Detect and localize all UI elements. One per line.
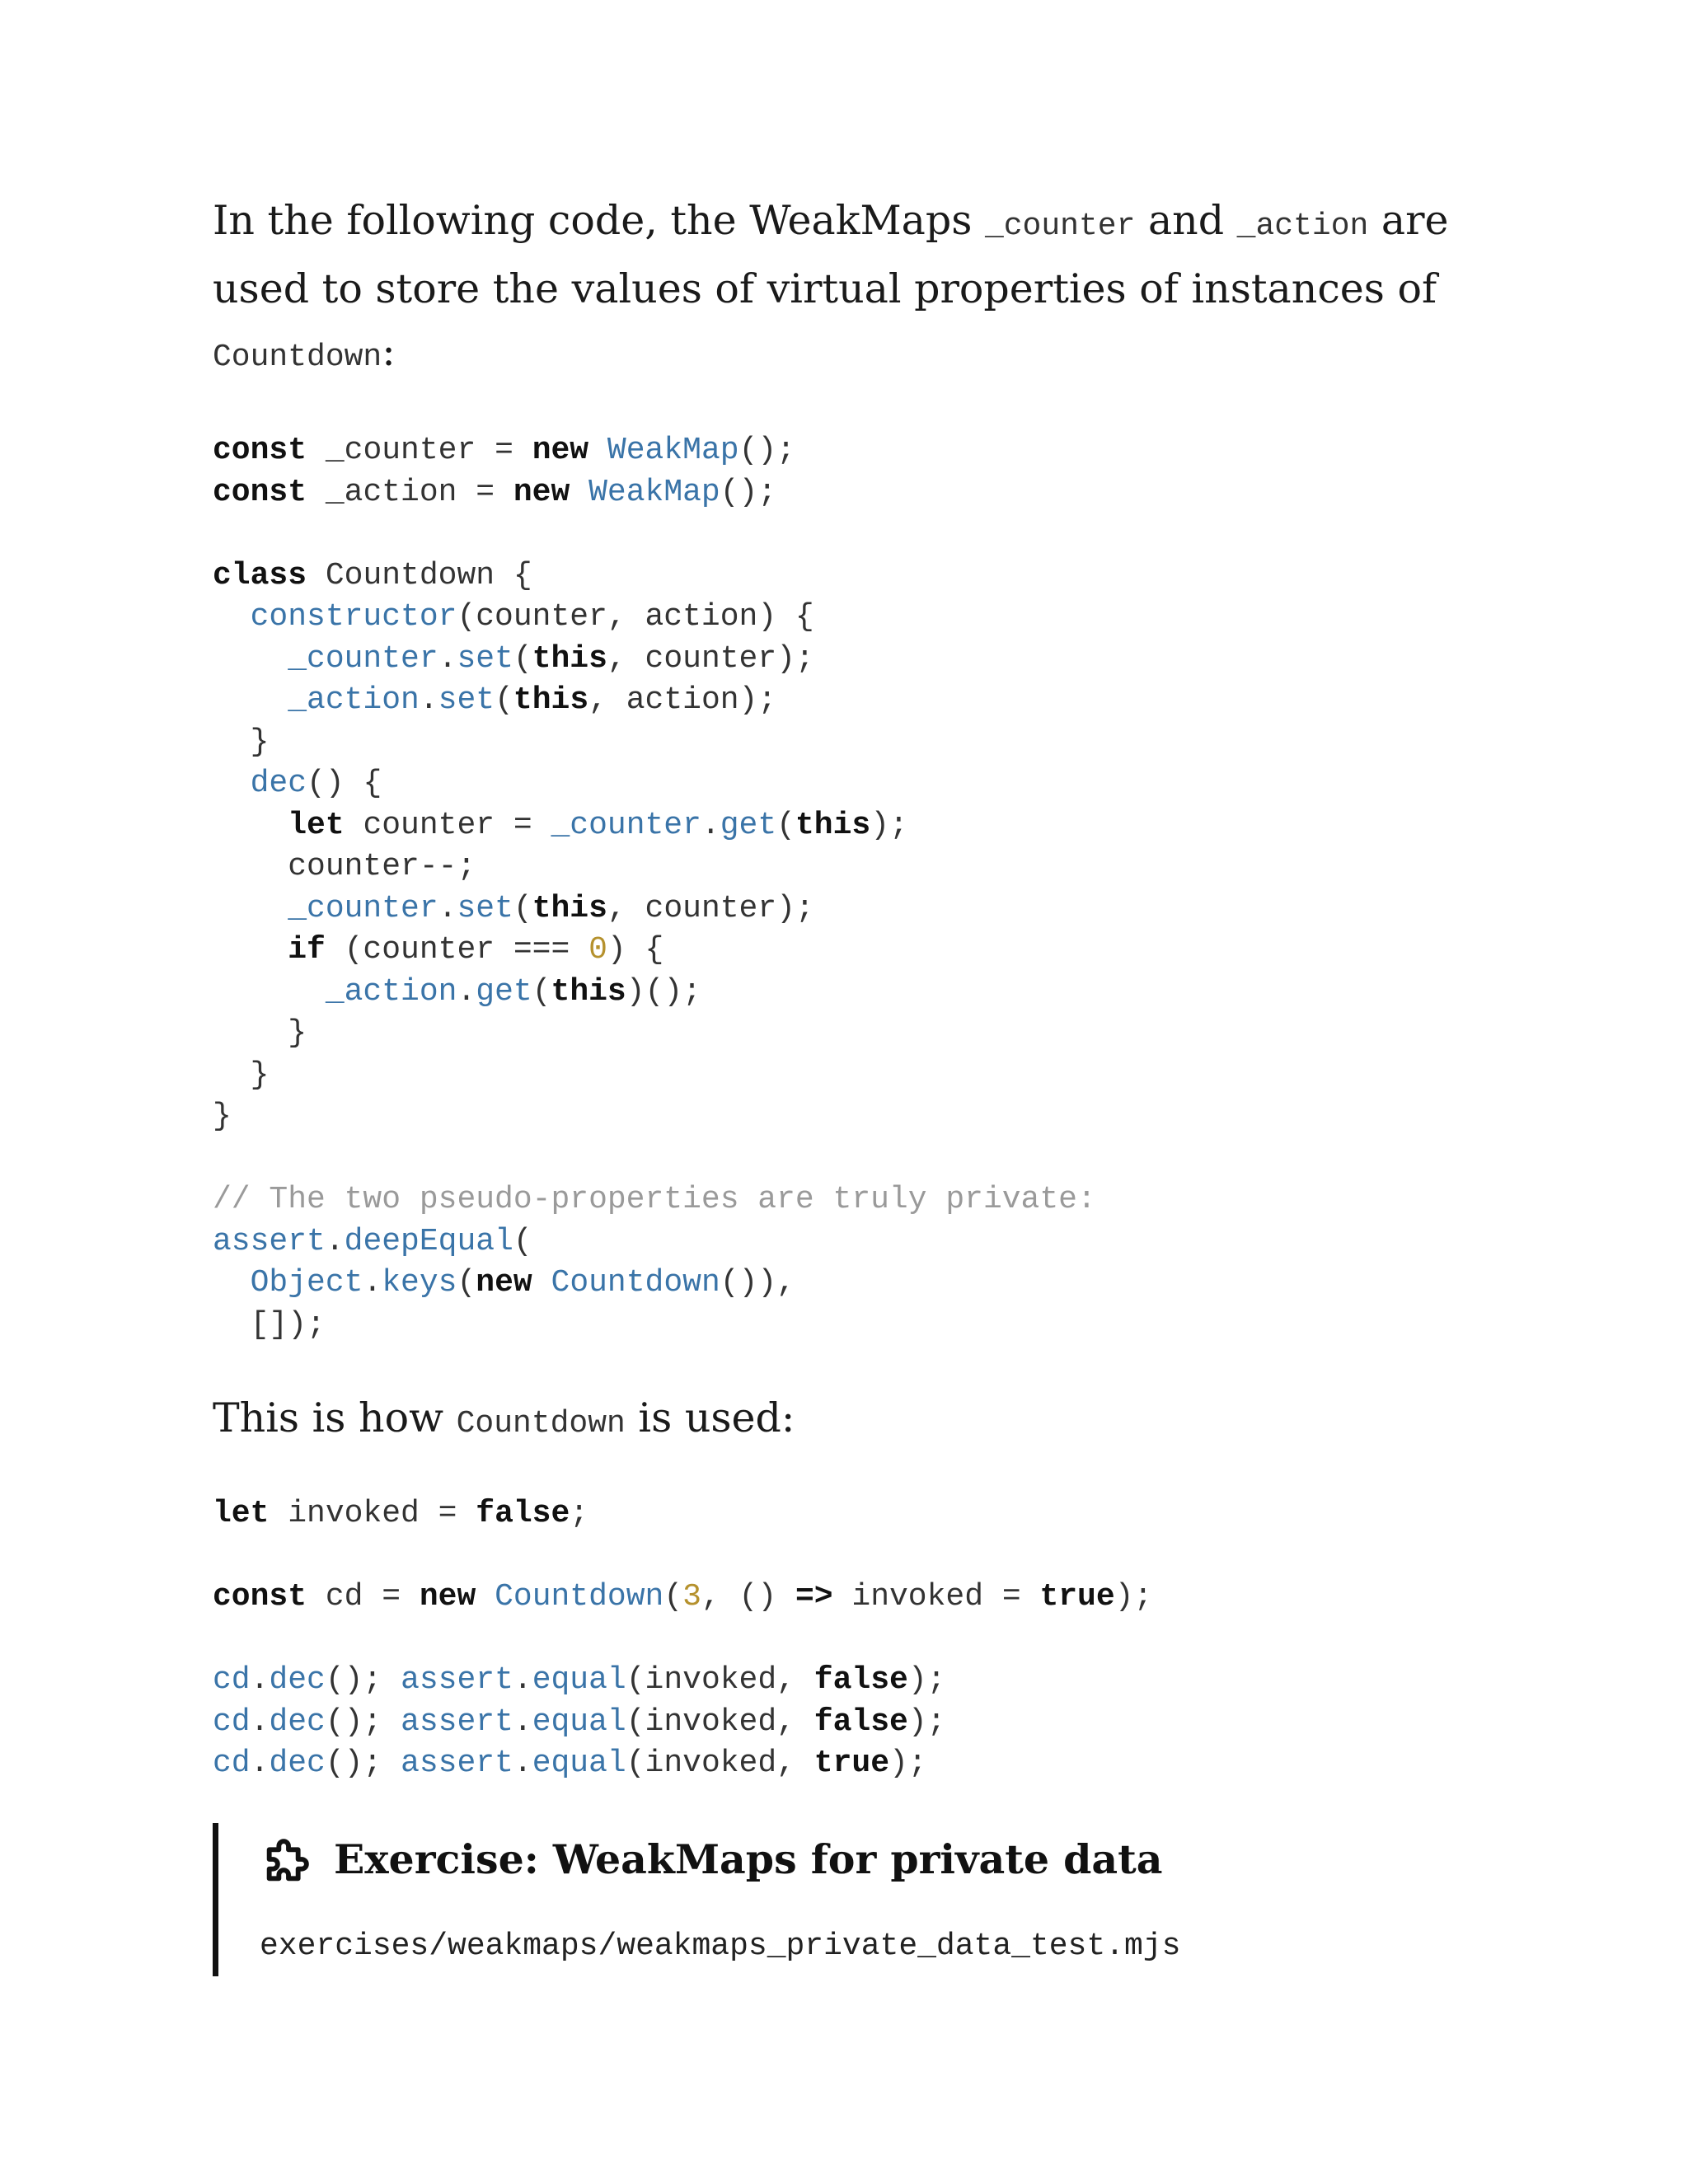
code-line: _counter.set(this, counter);: [288, 640, 814, 677]
intro-text-3: are used to store the values of virtual properties of instances of: [213, 197, 1449, 312]
intro-text-4: :: [382, 328, 396, 375]
code-line: counter--;: [213, 849, 476, 884]
inline-code-action: _action: [1236, 209, 1369, 244]
code-line: cd.dec(); assert.equal(invoked, false);: [213, 1662, 946, 1698]
usage-text-2: is used:: [625, 1394, 795, 1441]
code-line: let invoked = false;: [213, 1496, 589, 1531]
code-line: let counter = _counter.get(this);: [288, 807, 908, 843]
code-line: cd.dec(); assert.equal(invoked, true);: [213, 1746, 927, 1781]
code-line: _action.set(this, action);: [288, 682, 777, 718]
code-line: class Countdown {: [213, 557, 532, 593]
intro-text-2: and: [1135, 197, 1237, 244]
inline-code-countdown: Countdown: [213, 340, 382, 375]
exercise-file-path: exercises/weakmaps/weakmaps_private_data_test.mjs: [260, 1928, 1181, 1964]
code-line: []);: [213, 1306, 326, 1343]
code-line: dec() {: [250, 766, 382, 801]
intro-text-1: In the following code, the WeakMaps: [213, 197, 985, 244]
code-line: }: [213, 1099, 232, 1134]
code-line: cd.dec(); assert.equal(invoked, false);: [213, 1704, 946, 1740]
code-line: }: [213, 1057, 270, 1093]
inline-code-countdown: Countdown: [456, 1406, 626, 1441]
code-line: if (counter === 0) {: [288, 932, 664, 968]
code-block-usage: [213, 1493, 1498, 1785]
exercise-heading: [260, 1828, 1498, 1891]
puzzle-icon: [260, 1830, 317, 1888]
inline-code-counter: _counter: [984, 209, 1136, 244]
code-line: Object.keys(new Countdown()),: [250, 1265, 795, 1301]
exercise-title: Exercise: WeakMaps for private data: [334, 1835, 1163, 1883]
code-block-countdown-class: [213, 430, 1498, 1346]
code-line: const _counter = new WeakMap();: [213, 433, 795, 468]
code-line: const _action = new WeakMap();: [213, 474, 777, 510]
code-line: const cd = new Countdown(3, () => invoked = true);: [213, 1579, 1153, 1615]
page: [213, 190, 1498, 1976]
intro-paragraph: [213, 190, 1498, 389]
code-line: }: [213, 1015, 307, 1051]
exercise-callout: [213, 1823, 1498, 1976]
usage-text-1: This is how: [213, 1394, 457, 1441]
code-comment: // The two pseudo-properties are truly private:: [213, 1182, 1096, 1217]
code-line: }: [213, 724, 270, 760]
code-line: _action.get(this)();: [325, 973, 701, 1010]
code-line: constructor(counter, action) {: [250, 599, 814, 635]
code-line: _counter.set(this, counter);: [288, 890, 814, 926]
usage-paragraph: [213, 1387, 1498, 1455]
code-line: assert.deepEqual(: [213, 1223, 532, 1259]
